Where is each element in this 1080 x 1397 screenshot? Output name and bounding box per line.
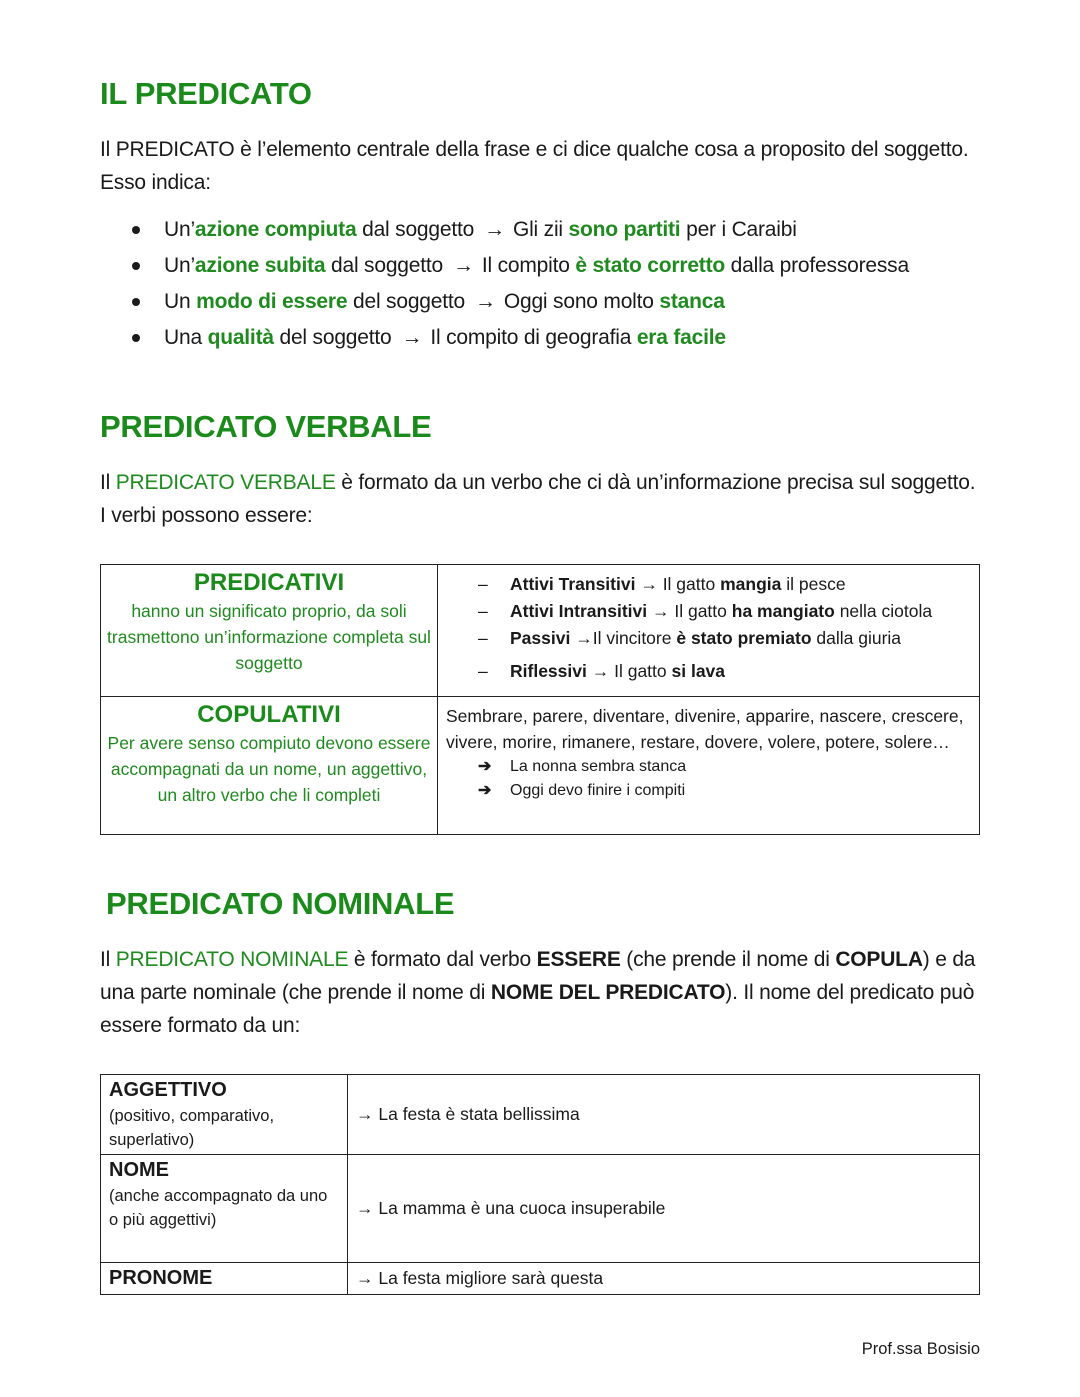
highlight: modo di essere <box>196 290 348 313</box>
list-item: Una qualità del soggetto → Il compito di geografia era facile <box>130 320 909 356</box>
section-title-predicato: IL PREDICATO <box>100 76 312 111</box>
table-row <box>101 697 980 835</box>
category-label: PRONOME <box>109 1267 213 1289</box>
predicato-intro: Il PREDICATO è l’elemento centrale della frase e ci dice qualche cosa a proposito del soggetto. Esso indica: <box>100 138 969 194</box>
nome-del-predicato-table <box>100 1074 980 1295</box>
table-row <box>101 565 980 697</box>
category-description: hanno un significato proprio, da soli trasmettono un’informazione completa sul soggetto <box>107 601 431 673</box>
example-item: ➔ Oggi devo finire i compiti <box>478 779 971 803</box>
list-item: – Passivi →Il vincitore è stato premiato dalla giuria <box>478 625 969 652</box>
arrow-icon: → <box>647 601 675 621</box>
predicato-verbale-intro: Il PREDICATO VERBALE è formato da un verbo che ci dà un’informazione precisa sul soggetto. I verbi possono essere: <box>100 471 976 527</box>
category-label: PREDICATIVI <box>193 569 345 596</box>
table-row <box>101 1155 980 1263</box>
section-title-predicato-nominale: PREDICATO NOMINALE <box>106 886 455 921</box>
arrow-icon: → <box>401 326 423 349</box>
category-label: NOME <box>109 1159 169 1181</box>
arrow-icon: → <box>570 628 593 648</box>
highlight: qualità <box>207 326 274 349</box>
arrow-icon: → <box>484 218 505 241</box>
arrow-icon: → <box>586 661 615 681</box>
highlight: azione subita <box>194 254 326 277</box>
copulativi-examples <box>438 697 980 835</box>
example-cell: → La festa migliore sarà questa <box>348 1263 980 1295</box>
copulative-verbs-list: Sembrare, parere, diventare, divenire, apparire, nascere, crescere, vivere, morire, rimanere, restare, dovere, volere, potere, solere… <box>446 706 964 752</box>
arrow-icon: → <box>475 290 496 313</box>
arrow-icon: → <box>635 574 663 594</box>
category-note: (anche accompagnato da uno o più aggettivi) <box>109 1187 328 1229</box>
copulativi-cell <box>101 697 438 835</box>
predicativi-examples <box>438 565 980 697</box>
author-footer: Prof.ssa Bosisio <box>861 1340 980 1358</box>
category-label: COPULATIVI <box>197 701 341 728</box>
list-item: – Riflessivi → Il gatto si lava <box>478 658 969 685</box>
table-row <box>101 1263 980 1295</box>
list-item: – Attivi Intransitivi → Il gatto ha mangiato nella ciotola <box>478 598 969 625</box>
predicativi-cell <box>101 565 438 697</box>
list-item: Un modo di essere del soggetto → Oggi sono molto stanca <box>130 284 909 320</box>
predicato-nominale-intro: Il PREDICATO NOMINALE è formato dal verbo ESSERE (che prende il nome di COPULA) e da una parte nominale (che prende il nome di NOME DEL PREDICATO). Il nome del predicato può essere formato da un: <box>100 948 976 1037</box>
verb-types-table <box>100 564 980 835</box>
table-row <box>101 1075 980 1155</box>
section-title-predicato-verbale: PREDICATO VERBALE <box>100 409 432 444</box>
list-item: Un’azione subita dal soggetto → Il compito è stato corretto dalla professoressa <box>130 248 909 284</box>
arrow-icon: → <box>453 254 474 277</box>
example-cell: → La festa è stata bellissima <box>348 1075 980 1155</box>
example-item: ➔ La nonna sembra stanca <box>478 755 971 779</box>
list-item: – Attivi Transitivi → Il gatto mangia il pesce <box>478 571 969 598</box>
category-note: (positivo, comparativo, superlativo) <box>109 1107 275 1149</box>
example-cell: → La mamma è una cuoca insuperabile <box>348 1155 980 1263</box>
category-description: Per avere senso compiuto devono essere accompagnati da un nome, un aggettivo, un altro verbo che li completi <box>107 733 431 805</box>
list-item: Un’azione compiuta dal soggetto → Gli zii sono partiti per i Caraibi <box>130 212 909 248</box>
highlight: azione compiuta <box>194 218 357 241</box>
category-label: AGGETTIVO <box>109 1079 227 1101</box>
predicato-uses-list <box>130 212 909 356</box>
